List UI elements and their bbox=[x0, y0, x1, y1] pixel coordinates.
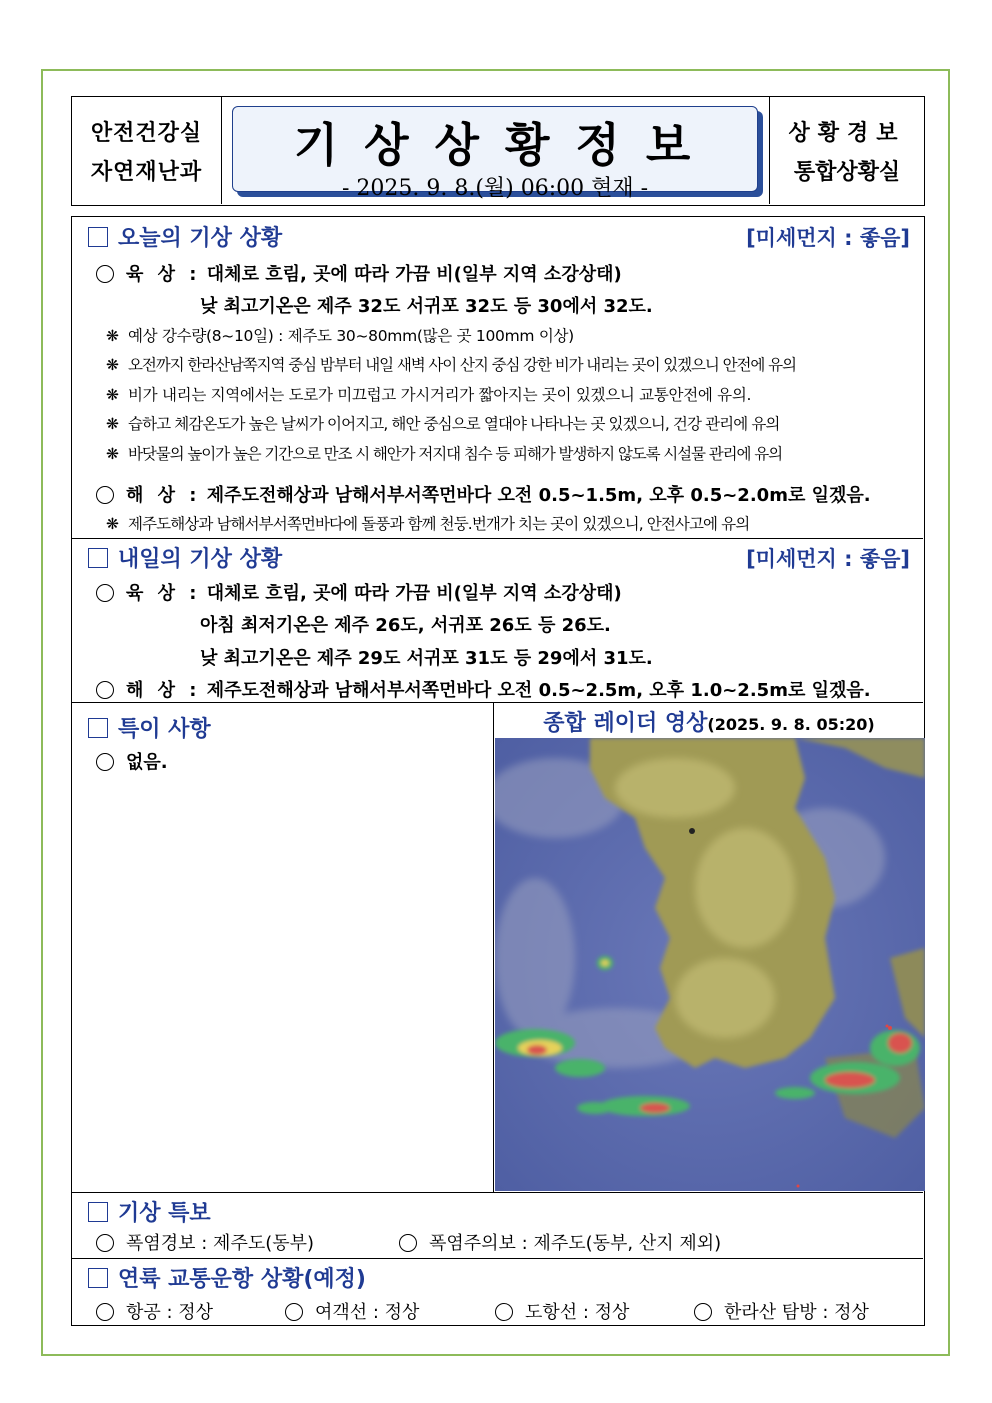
traffic-item-island-ferry: 도항선 : 정상 bbox=[495, 1298, 629, 1324]
today-note-2: ❋ 오전까지 한라산남쪽지역 중심 밤부터 내일 새벽 사이 산지 중심 강한 비가 내리는 곳이 있겠으니 안전에 유의 bbox=[106, 356, 796, 374]
circle-bullet-icon bbox=[96, 681, 114, 699]
checkbox-icon bbox=[88, 227, 108, 247]
traffic-item-hallasan: 한라산 탐방 : 정상 bbox=[694, 1298, 869, 1324]
today-land-line1: 육 상 : 대체로 흐림, 곳에 따라 가끔 비(일부 지역 소강상태) bbox=[96, 260, 622, 286]
tomorrow-section-title: 내일의 기상 상황 bbox=[88, 542, 282, 573]
checkbox-icon bbox=[88, 1202, 108, 1222]
circle-bullet-icon bbox=[96, 753, 114, 771]
department-block bbox=[72, 97, 222, 204]
divider bbox=[72, 538, 923, 539]
circle-bullet-icon bbox=[96, 1234, 114, 1252]
department-line1: 안전건강실 bbox=[90, 120, 203, 146]
checkbox-icon bbox=[88, 548, 108, 568]
report-datetime: - 2025. 9. 8.(월) 06:00 현재 - bbox=[341, 176, 649, 201]
divider bbox=[72, 1192, 923, 1193]
divider bbox=[72, 702, 923, 703]
asterisk-icon: ❋ bbox=[106, 356, 119, 374]
warning-item-1: 폭염경보 : 제주도(동부) bbox=[96, 1229, 314, 1255]
today-sea-line: 해 상 : 제주도전해상과 남해서부서쪽먼바다 오전 0.5~1.5m, 오후 0.5~2.0m로 일겠음. bbox=[96, 481, 871, 507]
report-header bbox=[71, 96, 925, 206]
circle-bullet-icon bbox=[96, 1303, 114, 1321]
circle-bullet-icon bbox=[399, 1234, 417, 1252]
office-line1: 상황경보 bbox=[788, 120, 906, 146]
title-box bbox=[232, 106, 758, 201]
traffic-section-title: 연륙 교통운항 상황(예정) bbox=[88, 1262, 366, 1293]
department-line2: 자연재난과 bbox=[90, 159, 203, 185]
tomorrow-sea-line: 해 상 : 제주도전해상과 남해서부서쪽먼바다 오전 0.5~2.5m, 오후 1.0~2.5m로 일겠음. bbox=[96, 676, 871, 702]
asterisk-icon: ❋ bbox=[106, 327, 119, 345]
divider bbox=[72, 1258, 923, 1259]
tomorrow-land-line2: 아침 최저기온은 제주 26도, 서귀포 26도 등 26도. bbox=[200, 615, 611, 636]
today-note-4: ❋ 습하고 체감온도가 높은 날씨가 이어지고, 해안 중심으로 열대야 나타나는 곳 있겠으니, 건강 관리에 유의 bbox=[106, 415, 780, 433]
radar-map bbox=[495, 738, 925, 1191]
circle-bullet-icon bbox=[495, 1303, 513, 1321]
circle-bullet-icon bbox=[96, 584, 114, 602]
today-note-3: ❋ 비가 내리는 지역에서는 도로가 미끄럽고 가시거리가 짧아지는 곳이 있겠으니 교통안전에 유의. bbox=[106, 386, 752, 404]
circle-bullet-icon bbox=[96, 265, 114, 283]
today-section-title: 오늘의 기상 상황 bbox=[88, 221, 282, 252]
asterisk-icon: ❋ bbox=[106, 515, 119, 533]
circle-bullet-icon bbox=[694, 1303, 712, 1321]
asterisk-icon: ❋ bbox=[106, 415, 119, 433]
traffic-item-air: 항공 : 정상 bbox=[96, 1298, 213, 1324]
checkbox-icon bbox=[88, 718, 108, 738]
tomorrow-land-line1: 육 상 : 대체로 흐림, 곳에 따라 가끔 비(일부 지역 소강상태) bbox=[96, 579, 622, 605]
office-line2: 통합상황실 bbox=[793, 159, 901, 185]
asterisk-icon: ❋ bbox=[106, 445, 119, 463]
today-dust-level: [미세먼지 : 좋음] bbox=[746, 226, 910, 250]
checkbox-icon bbox=[88, 1268, 108, 1288]
tomorrow-dust-level: [미세먼지 : 좋음] bbox=[746, 547, 910, 571]
today-note-5: ❋ 바닷물의 높이가 높은 기간으로 만조 시 해안가 저지대 침수 등 피해가 발생하지 않도록 시설물 관리에 유의 bbox=[106, 445, 782, 463]
radar-title: 종합 레이더 영상(2025. 9. 8. 05:20) bbox=[543, 711, 875, 736]
report-title: 기상상황정보 bbox=[293, 118, 717, 172]
report-body bbox=[71, 216, 925, 1326]
circle-bullet-icon bbox=[285, 1303, 303, 1321]
traffic-item-ferry: 여객선 : 정상 bbox=[285, 1298, 419, 1324]
circle-bullet-icon bbox=[96, 486, 114, 504]
tomorrow-land-line3: 낮 최고기온은 제주 29도 서귀포 31도 등 29에서 31도. bbox=[200, 648, 653, 669]
office-block bbox=[769, 97, 924, 204]
special-section-title: 특이 사항 bbox=[88, 712, 211, 743]
special-item: 없음. bbox=[96, 748, 168, 774]
warnings-section-title: 기상 특보 bbox=[88, 1196, 211, 1227]
today-land-line2: 낮 최고기온은 제주 32도 서귀포 32도 등 30에서 32도. bbox=[200, 296, 653, 317]
today-sea-note: ❋ 제주도해상과 남해서부서쪽먼바다에 돌풍과 함께 천둥.번개가 치는 곳이 있겠으니, 안전사고에 유의 bbox=[106, 515, 750, 533]
column-divider bbox=[493, 702, 494, 1192]
asterisk-icon: ❋ bbox=[106, 386, 119, 404]
radar-image bbox=[495, 738, 925, 1191]
today-note-1: ❋ 예상 강수량(8~10일) : 제주도 30~80mm(많은 곳 100mm 이상) bbox=[106, 327, 574, 345]
warning-item-2: 폭염주의보 : 제주도(동부, 산지 제외) bbox=[399, 1229, 721, 1255]
